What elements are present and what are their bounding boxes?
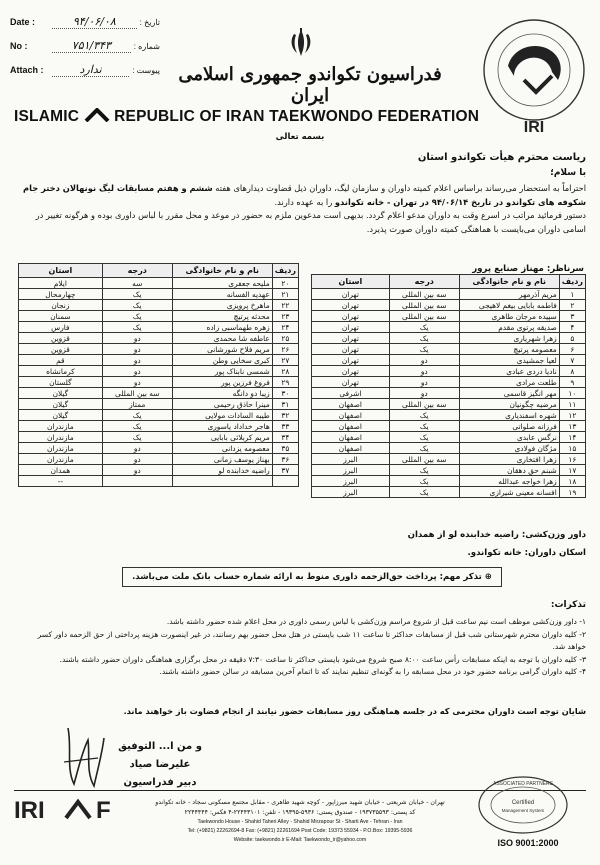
body-p1-end: را به عهده دارند. <box>274 196 333 207</box>
final-note: شایان توجه است داوران محترمی که در جلسه هماهنگی روز مسابقات حضور نیابند از انجام قضاوت باز خواهند ماند. <box>123 706 586 716</box>
referee-degree: دو <box>102 454 172 465</box>
referee-degree: یک <box>389 487 459 498</box>
footer-address-fa <box>150 798 450 818</box>
referee-name: محدثه پرتیچ <box>172 311 272 322</box>
row-number: ۲۹ <box>272 377 298 388</box>
row-number: ۲۴ <box>272 322 298 333</box>
table-header-row <box>19 264 299 278</box>
referee-name: نرگس عابدی <box>459 432 559 443</box>
table-row <box>312 454 586 465</box>
table-row <box>19 355 299 366</box>
footer-logo-text-2: F <box>96 797 111 824</box>
referee-province: -- <box>19 476 103 487</box>
referee-province: اصفهان <box>312 432 390 443</box>
row-number: ۱۳ <box>559 421 585 432</box>
referee-degree: یک <box>102 311 172 322</box>
table-row <box>312 410 586 421</box>
referee-province: البرز <box>312 454 390 465</box>
date-row <box>10 10 160 34</box>
note-4: ۴- کلیه داوران گرامی برنامه حضور خود در محل مسابقه را به گونه‌ای تنظیم نمایند که تا اتمام آخرین مسابقه در سالن حضور داشته باشند. <box>159 667 586 676</box>
referees-right-body <box>312 289 586 498</box>
referee-province: سمنان <box>19 311 103 322</box>
handwritten-signature-icon <box>58 718 110 792</box>
row-number: ۲۵ <box>272 333 298 344</box>
iso-label: ISO 9001:2000 <box>497 838 559 848</box>
referees-table-right <box>311 274 586 498</box>
address-en-line3: Website: taekwondo.ir E-Mail: Taekwondo_ir@yahoo.com <box>233 837 367 843</box>
referees-left-body <box>19 278 299 487</box>
referee-province: گیلان <box>19 388 103 399</box>
body-p2: دستور فرمائید مراتب در اسرع وقت به داوران مدعو اعلام گردد. بدیهی است مدعوین ملزم به حضور در موعد و محل مقرر با لباس داوری بوده و هرگونه تغییر در اسامی داوران می‌بایست با هماهنگی کمیته داوران صورت پذیرد. <box>35 210 586 234</box>
table-row <box>19 388 299 399</box>
referee-degree: دو <box>102 344 172 355</box>
referee-province: تهران <box>312 377 390 388</box>
row-number: ۲ <box>559 300 585 311</box>
date-label: Date : <box>10 17 36 27</box>
row-number: ۳۳ <box>272 421 298 432</box>
table-row <box>19 476 299 487</box>
referee-province: قزوین <box>19 344 103 355</box>
table-row <box>19 465 299 476</box>
row-number: ۹ <box>559 377 585 388</box>
referee-name: مینرا حاذق رحیمی <box>172 399 272 410</box>
referee-name: سپیده مرجان طاهری <box>459 311 559 322</box>
referee-degree: دو <box>102 333 172 344</box>
referee-name: زهرا شهریاری <box>459 333 559 344</box>
table-row <box>312 333 586 344</box>
table-row <box>19 278 299 289</box>
referee-province: تهران <box>312 344 390 355</box>
row-number: ۲۰ <box>272 278 298 289</box>
referee-name: شهره اسفندیاری <box>459 410 559 421</box>
table-row <box>19 399 299 410</box>
address-en-line2: Tel: (+9821) 22262694-8 Fax: (+9821) 22261694 Post Code: 19373 55934 - P.O.Box: 19395-5936 <box>187 828 413 834</box>
row-number: ۳۰ <box>272 388 298 399</box>
referee-name: معصومه پرتیچ <box>459 344 559 355</box>
row-number: ۲۶ <box>272 344 298 355</box>
row-number: ۱۰ <box>559 388 585 399</box>
notes-title: تذکرات: <box>550 600 586 610</box>
referee-name: بهناز یوسف زمانی <box>172 454 272 465</box>
table-row <box>312 377 586 388</box>
referee-name: فروغ فرزین پور <box>172 377 272 388</box>
referee-name: مرضیه چگونیان <box>459 399 559 410</box>
referee-province: تهران <box>312 333 390 344</box>
federation-footer-logo-icon <box>12 794 130 824</box>
referee-degree: سه بین المللی <box>389 289 459 300</box>
salutation: با سلام؛ <box>550 168 586 178</box>
col-province: استان <box>312 275 390 289</box>
referee-degree: دو <box>102 366 172 377</box>
table-row <box>19 322 299 333</box>
referee-degree: دو <box>389 366 459 377</box>
referee-province: تهران <box>312 355 390 366</box>
note-3: ۳- کلیه داوران با توجه به اینکه مسابقات رأس ساعت ۸:۰۰ صبح شروع می‌شود بایستی حداکثر تا ساعت ۷:۳۰ دقیقه در محل برگزاری هماهنگی داوران حضور داشته باشند. <box>59 654 586 664</box>
table-row <box>19 333 299 344</box>
referee-province: تهران <box>312 322 390 333</box>
body-p1: احتراماً به استحضار می‌رساند براساس اعلام کمیته داوران و سازمان لیگ، داوران ذیل قضاوت دیدارهای هفته <box>215 183 586 193</box>
referee-name: مریم کربلائی بابایی <box>172 432 272 443</box>
referee-degree: سه بین المللی <box>389 399 459 410</box>
referee-degree: یک <box>389 465 459 476</box>
federation-seal-icon <box>478 14 590 142</box>
table-row <box>19 366 299 377</box>
referee-province: البرز <box>312 487 390 498</box>
referee-province: مازندران <box>19 443 103 454</box>
referee-province: گیلان <box>19 410 103 421</box>
table-row <box>19 300 299 311</box>
row-number: ۶ <box>559 344 585 355</box>
referee-degree: یک <box>389 322 459 333</box>
federation-title-en <box>14 108 484 126</box>
referee-degree: یک <box>102 432 172 443</box>
row-number: ۱۲ <box>559 410 585 421</box>
note-1: ۱- داور وزن‌کشی موظف است نیم ساعت قبل از شروع مراسم وزن‌کشی با لباس رسمی داوری در محل اعلام شده حضور داشته باشد. <box>166 617 586 626</box>
table-row <box>19 311 299 322</box>
row-number: ۱۸ <box>559 476 585 487</box>
chevron-logo-icon <box>84 108 110 122</box>
referees-table-left <box>18 263 299 487</box>
row-number: ۳۶ <box>272 454 298 465</box>
referee-province: البرز <box>312 476 390 487</box>
referee-degree: دو <box>102 355 172 366</box>
table-row <box>312 465 586 476</box>
referee-name: مهر انگیز قاسمی <box>459 388 559 399</box>
table-header-row <box>312 275 586 289</box>
row-number: ۳۵ <box>272 443 298 454</box>
referee-province: کرمانشاه <box>19 366 103 377</box>
basmala: بسمه تعالی <box>275 132 325 142</box>
referee-degree: سه بین المللی <box>389 311 459 322</box>
letter-meta <box>10 10 160 82</box>
referee-name: مژگان فولادی <box>459 443 559 454</box>
supervisor: سرناظر: مهناز صنایع پرور <box>472 264 584 274</box>
referee-name: زهره طهماسبی زاده <box>172 322 272 333</box>
table-row <box>312 476 586 487</box>
accommodation: اسکان داوران: خانه تکواندو. <box>467 548 586 558</box>
weighin-referee: داور وزن‌کشی: راضیه خدابنده لو از همدان <box>407 530 586 540</box>
row-number: ۱ <box>559 289 585 300</box>
iso-certification-stamp-icon <box>470 774 576 836</box>
row-number: ۱۴ <box>559 432 585 443</box>
col-degree: درجه <box>389 275 459 289</box>
row-number: ۱۱ <box>559 399 585 410</box>
referee-province: تهران <box>312 311 390 322</box>
note-2: ۲- کلیه داوران محترم شهرستانی شب قبل از مسابقات حداکثر تا ساعت ۱۱ شب بایستی در هتل محل حضور بهم رسانند، در غیر اینصورت هزینه پرداختی از حق الزحمه داور کسر خواهد شد. <box>37 629 586 651</box>
referee-name: ملیحه جعفری <box>172 278 272 289</box>
footer-logo-text: IRI <box>14 797 45 824</box>
referee-name: عهدیه الفسانه <box>172 289 272 300</box>
seal-brand: IRI <box>523 119 545 136</box>
row-number: ۳ <box>559 311 585 322</box>
signer-title: دبیر فدراسیون <box>123 777 197 788</box>
referee-name: طلعت مرادی <box>459 377 559 388</box>
referee-province: اشرفی <box>312 388 390 399</box>
referee-degree: دو <box>102 465 172 476</box>
table-row <box>19 289 299 300</box>
referee-degree: یک <box>389 410 459 421</box>
referee-province: مازندران <box>19 454 103 465</box>
referee-degree: یک <box>102 322 172 333</box>
table-row <box>312 344 586 355</box>
referee-name: طیبه السادات مولایی <box>172 410 272 421</box>
col-num: ردیف <box>559 275 585 289</box>
federation-title-fa: فدراسیون تکواندو جمهوری اسلامی ایران <box>178 64 442 106</box>
table-row <box>312 300 586 311</box>
referee-province: مازندران <box>19 432 103 443</box>
referee-name: زهرا خواجه عبدالله <box>459 476 559 487</box>
referee-degree <box>102 476 172 487</box>
referee-name: فاطمه بابایی بیغم لاهیجی <box>459 300 559 311</box>
row-number <box>272 476 298 487</box>
referee-degree: سه <box>102 278 172 289</box>
number-label: No : <box>10 41 28 51</box>
referee-name: مریم آذرمهر <box>459 289 559 300</box>
referee-province: همدان <box>19 465 103 476</box>
row-number: ۲۷ <box>272 355 298 366</box>
referee-degree: سه بین المللی <box>389 454 459 465</box>
referee-province: اصفهان <box>312 443 390 454</box>
referee-name: شمسی نابناک پور <box>172 366 272 377</box>
important-note-box: ⊕ تذکر مهم: پرداخت حق‌الزحمه داوری منوط به ارائه شماره حساب بانک ملت می‌باشد. <box>122 567 502 587</box>
title-en-part1: ISLAMIC <box>14 108 80 125</box>
referee-name: لعیا جمشیدی <box>459 355 559 366</box>
signer-name: علیرضا صیاد <box>129 759 191 770</box>
table-row <box>312 366 586 377</box>
referee-province: تهران <box>312 366 390 377</box>
referee-province: ایلام <box>19 278 103 289</box>
recipient: ریاست محترم هیأت تکواندو استان <box>417 152 586 163</box>
attach-value: ندارد <box>52 63 129 77</box>
referee-degree: یک <box>389 333 459 344</box>
referee-name: فرزانه صلواتی <box>459 421 559 432</box>
title-en-part2: REPUBLIC OF IRAN TAEKWONDO FEDERATION <box>114 108 480 125</box>
number-value: ۷۵۱/۳۴۳ <box>52 39 131 53</box>
referee-degree: یک <box>389 421 459 432</box>
referee-name: افسانه معینی شیرازی <box>459 487 559 498</box>
referee-province: البرز <box>312 465 390 476</box>
row-number: ۳۷ <box>272 465 298 476</box>
row-number: ۳۴ <box>272 432 298 443</box>
row-number: ۳۲ <box>272 410 298 421</box>
referee-degree: دو <box>389 388 459 399</box>
table-row <box>312 443 586 454</box>
referee-province: تهران <box>312 289 390 300</box>
referee-province: اصفهان <box>312 410 390 421</box>
row-number: ۸ <box>559 366 585 377</box>
referee-degree: یک <box>102 421 172 432</box>
referee-name: عاطفه شا محمدی <box>172 333 272 344</box>
referee-name: کبری سخایی وطن <box>172 355 272 366</box>
referee-name: ماهرخ پرویزی <box>172 300 272 311</box>
referee-province: اصفهان <box>312 399 390 410</box>
referee-province: تهران <box>312 300 390 311</box>
referee-name: زهرا افتخاری <box>459 454 559 465</box>
row-number: ۳۱ <box>272 399 298 410</box>
table-row <box>312 388 586 399</box>
table-row <box>19 443 299 454</box>
table-row <box>19 410 299 421</box>
row-number: ۱۶ <box>559 454 585 465</box>
attach-label: Attach : <box>10 65 44 75</box>
referee-province: زنجان <box>19 300 103 311</box>
iso-certified: Certified <box>511 800 535 806</box>
referee-degree: دو <box>389 377 459 388</box>
table-row <box>312 322 586 333</box>
row-number: ۱۹ <box>559 487 585 498</box>
table-row <box>312 432 586 443</box>
table-row <box>19 454 299 465</box>
referee-province: قم <box>19 355 103 366</box>
table-row <box>312 289 586 300</box>
number-row <box>10 34 160 58</box>
row-number: ۵ <box>559 333 585 344</box>
col-degree: درجه <box>102 264 172 278</box>
table-row <box>19 432 299 443</box>
col-name: نام و نام خانوادگی <box>172 264 272 278</box>
row-number: ۲۲ <box>272 300 298 311</box>
referee-degree: سه بین المللی <box>102 388 172 399</box>
table-row <box>312 355 586 366</box>
referee-degree: یک <box>102 410 172 421</box>
attach-row <box>10 58 160 82</box>
col-province: استان <box>19 264 103 278</box>
referee-degree: یک <box>102 300 172 311</box>
referee-degree: یک <box>389 344 459 355</box>
iran-emblem-icon <box>288 28 314 58</box>
signature-block <box>110 738 210 792</box>
referee-name: مریم فلاح شورشانی <box>172 344 272 355</box>
referee-name: هاجر خداداد یاسوری <box>172 421 272 432</box>
referee-province: گیلان <box>19 399 103 410</box>
iso-system: Management System <box>501 808 545 813</box>
referee-degree: یک <box>389 476 459 487</box>
referee-degree: یک <box>389 432 459 443</box>
attach-label-fa: : پیوست <box>132 65 160 75</box>
referee-degree: دو <box>102 443 172 454</box>
table-row <box>19 344 299 355</box>
letter-body <box>14 182 586 236</box>
table-row <box>312 421 586 432</box>
referee-degree: یک <box>389 443 459 454</box>
footer-address-en <box>150 818 450 845</box>
referee-name: صدیقه پرتوی مقدم <box>459 322 559 333</box>
referee-province: قزوین <box>19 333 103 344</box>
row-number: ۱۷ <box>559 465 585 476</box>
referee-name: راضیه خدابنده لو <box>172 465 272 476</box>
referee-name: نادیا دردی عبادی <box>459 366 559 377</box>
referee-degree: سه بین المللی <box>389 300 459 311</box>
iso-ring-text: ASSOCIATED PARTNERS <box>492 781 554 787</box>
address-fa-line2: کد پستی: ۱۹۳۷۳۵۵۹۳ - صندوق پستی: ۵۹۳۶-۱۹۳۹۵ - تلفن: ۲۲۴۴۳۱۰۱-۴ فکس: ۲۲۴۴۴۴۴ <box>184 809 416 816</box>
table-row <box>312 399 586 410</box>
address-en-line1: Taekwondo House - Shahid Taheri Alley - Shahid Mirzapour St - Sharti Ave - Tehran - Iran <box>197 819 403 825</box>
body-p1-bold: ششم و هفتم مسابقات لیگ نونهالان دختر جام شکوفه های تکواندو در تاریخ ۹۴/۰۶/۱۴ در تهران - خانه تکواندو <box>23 183 586 207</box>
row-number: ۲۸ <box>272 366 298 377</box>
referee-name <box>172 476 272 487</box>
row-number: ۲۳ <box>272 311 298 322</box>
notes-list <box>20 616 586 679</box>
col-name: نام و نام خانوادگی <box>459 275 559 289</box>
referee-degree: دو <box>389 355 459 366</box>
referee-name: معصومه یزدانی <box>172 443 272 454</box>
table-row <box>312 311 586 322</box>
referee-name: زیبا دو دانگه <box>172 388 272 399</box>
table-row <box>19 421 299 432</box>
referee-province: گلستان <box>19 377 103 388</box>
referee-name: شبنم حق دهقان <box>459 465 559 476</box>
referee-province: چهارمحال <box>19 289 103 300</box>
closing: و من ا... التوفیق <box>118 741 202 752</box>
row-number: ۲۱ <box>272 289 298 300</box>
col-num: ردیف <box>272 264 298 278</box>
date-value: ۹۴/۰۶/۰۸ <box>52 15 137 29</box>
referee-province: فارس <box>19 322 103 333</box>
row-number: ۱۵ <box>559 443 585 454</box>
referee-degree: ممتاز <box>102 399 172 410</box>
row-number: ۴ <box>559 322 585 333</box>
referee-degree: یک <box>102 289 172 300</box>
table-row <box>312 487 586 498</box>
referee-province: مازندران <box>19 421 103 432</box>
referee-province: اصفهان <box>312 421 390 432</box>
row-number: ۷ <box>559 355 585 366</box>
referee-degree: دو <box>102 377 172 388</box>
table-row <box>19 377 299 388</box>
date-label-fa: : تاریخ <box>139 17 160 27</box>
number-label-fa: : شماره <box>133 41 160 51</box>
address-fa-line1: تهران - خیابان شریعتی - خیابان شهید میرزاپور - کوچه شهید طاهری - مقابل مجتمع مسکونی سجاد - خانه تکواندو <box>155 799 445 806</box>
